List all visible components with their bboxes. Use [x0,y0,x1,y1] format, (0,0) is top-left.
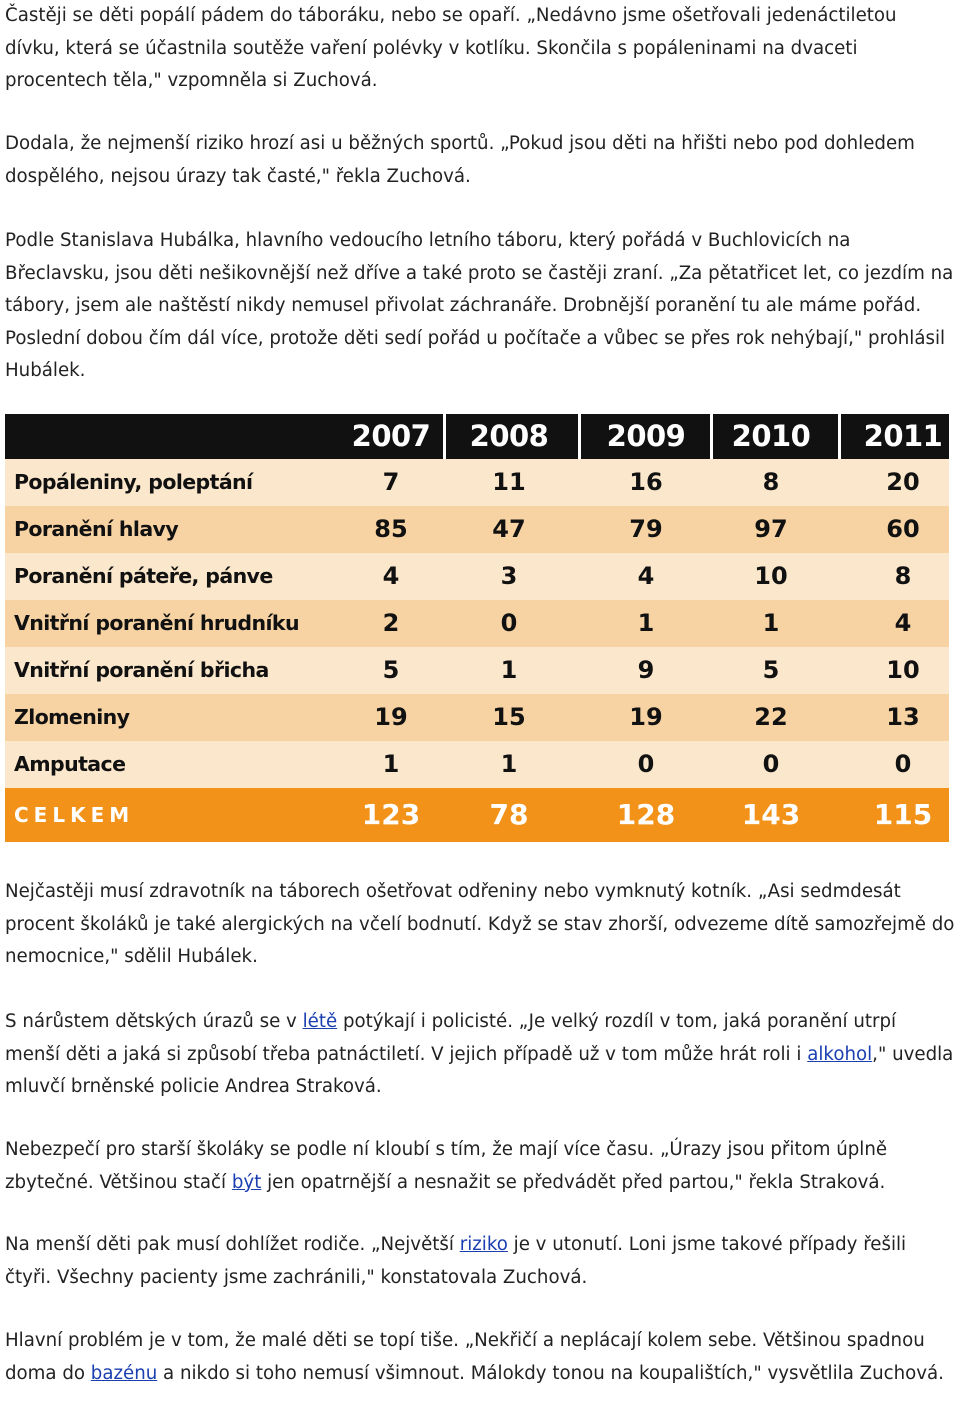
table-row [5,647,949,694]
paragraph-6-text: Nebezpečí pro starší školáky se podle ní kloubí s tím, že mají více času. „Úrazy jsou přitom úplně zbytečné. Většinou stačí [5,1139,888,1193]
row-label: Poranění hlavy [14,517,179,541]
paragraph-5 [5,1006,956,1104]
paragraph-7 [5,1229,956,1294]
table-cell: 13 [886,703,920,731]
table-cell: 3 [500,562,518,590]
header-separator [710,414,713,459]
table-cell: 10 [886,656,920,684]
table-cell: 9 [637,656,655,684]
table-cell: 2 [382,609,400,637]
table-cell: 1 [637,609,655,637]
row-label: Vnitřní poranění břicha [14,658,269,682]
table-cell: 19 [374,703,408,731]
paragraph-1: Častěji se děti popálí pádem do táboráku, nebo se opaří. „Nedávno jsme ošetřovali jedenáctiletou dívku, která se účastnila soutěže vaření polévky v kotlíku. Skončila s popáleninami na dvaceti procentech těla," vzpomněla si Zuchová. [5,5,897,92]
row-label: Poranění páteře, pánve [14,564,273,588]
table-cell: 15 [492,703,526,731]
total-cell: 123 [361,798,421,831]
table-row [5,741,949,788]
table-total-row [5,788,949,842]
paragraph-7-text: je v utonutí. Loni jsme takové případy řešili čtyři. Všechny pacienty jsme zachránili," konstatovala Zuchová. [5,1234,907,1288]
year-header: 2009 [606,419,686,453]
paragraph-5-text: potýkají i policisté. „Je velký rozdíl v tom, jaká poranění utrpí menší děti a jaká si způsobí třeba patnáctiletí. V jejich případě už v tom může hrát roli i [5,1011,897,1065]
link-riziko[interactable]: riziko [459,1234,508,1255]
row-label: Amputace [14,752,126,776]
table-cell: 79 [629,515,663,543]
header-separator [578,414,581,459]
table-row [5,506,949,553]
table-cell: 1 [500,656,518,684]
paragraph-7-text: Na menší děti pak musí dohlížet rodiče. „Největší [5,1234,460,1255]
paragraph-6-text: jen opatrnější a nesnažit se předvádět před partou," řekla Straková. [261,1171,886,1193]
table-cell: 20 [886,468,920,496]
total-cell: 128 [616,798,676,831]
year-header: 2011 [863,419,943,453]
paragraph-8 [5,1325,956,1390]
table-cell: 4 [382,562,400,590]
paragraph-8-text: Hlavní problém je v tom, že malé děti se topí tiše. „Nekřičí a neplácají kolem sebe. Většinou spadnou doma do [5,1330,925,1384]
year-header: 2010 [731,419,811,453]
row-label: Popáleniny, poleptání [14,470,253,494]
injury-statistics-table [5,414,949,844]
table-cell: 85 [374,515,408,543]
table-cell: 60 [886,515,920,543]
table-row [5,694,949,741]
table-row [5,553,949,600]
table-cell: 1 [762,609,780,637]
link-lete[interactable]: létě [302,1011,338,1032]
table-cell: 1 [382,750,400,778]
total-cell: 115 [873,798,933,831]
table-cell: 10 [754,562,788,590]
table-row [5,600,949,647]
table-cell: 22 [754,703,788,731]
table-cell: 8 [894,562,912,590]
paragraph-8-text: a nikdo si toho nemusí všimnout. Málokdy tonou na koupalištích," vysvětlila Zuchová. [157,1362,944,1384]
table-cell: 0 [762,750,780,778]
table-cell: 47 [492,515,526,543]
link-bazenu[interactable]: bazénu [90,1362,158,1384]
link-byt[interactable]: být [231,1171,262,1193]
row-label: Zlomeniny [14,705,130,729]
table-cell: 5 [382,656,400,684]
table-cell: 5 [762,656,780,684]
year-header: 2007 [351,419,431,453]
paragraph-6 [5,1134,956,1199]
table-cell: 16 [629,468,663,496]
header-separator [838,414,841,459]
table-cell: 7 [382,468,400,496]
table-cell: 19 [629,703,663,731]
paragraph-5-text: ," uvedla mluvčí brněnské policie Andrea Straková. [5,1043,954,1098]
paragraph-3: Podle Stanislava Hubálka, hlavního vedoucího letního táboru, který pořádá v Buchlovicích na Břeclavsku, jsou děti nešikovnější než dříve a také proto se častěji zraní. „Za pětatřicet let, co jezdím na tábory, jsem ale naštěstí nikdy nemusel přivolat záchranáře. Drobnější poranění tu ale máme pořád. Poslední dobou čím dál více, protože děti sedí pořád u počítače a vůbec se přes rok nehýbají," prohlásil Hubálek. [5,230,954,382]
paragraph-2: Dodala, že nejmenší riziko hrozí asi u běžných sportů. „Pokud jsou děti na hřišti nebo pod dohledem dospělého, nejsou úrazy tak časté," řekla Zuchová. [5,133,915,187]
table-cell: 0 [894,750,912,778]
total-label: CELKEM [14,803,135,827]
paragraph-4: Nejčastěji musí zdravotník na táborech ošetřovat odřeniny nebo vymknutý kotník. „Asi sedmdesát procent školáků je také alergických na včelí bodnutí. Když se stav zhorší, odvezeme dítě samozřejmě do nemocnice," sdělil Hubálek. [5,881,955,968]
row-label: Vnitřní poranění hrudníku [14,611,299,635]
table-cell: 0 [637,750,655,778]
table-header-row [5,414,949,459]
header-separator [443,414,446,459]
table-cell: 4 [894,609,912,637]
table-cell: 97 [754,515,788,543]
link-alkohol[interactable]: alkohol [807,1043,873,1065]
table-cell: 0 [500,609,518,637]
total-cell: 143 [741,798,801,831]
table-cell: 8 [762,468,780,496]
table-row [5,459,949,506]
table-cell: 11 [492,468,526,496]
table-cell: 1 [500,750,518,778]
table-cell: 4 [637,562,655,590]
paragraph-5-text: S nárůstem dětských úrazů se v [5,1011,303,1032]
year-header: 2008 [469,419,549,453]
total-cell: 78 [489,798,529,831]
